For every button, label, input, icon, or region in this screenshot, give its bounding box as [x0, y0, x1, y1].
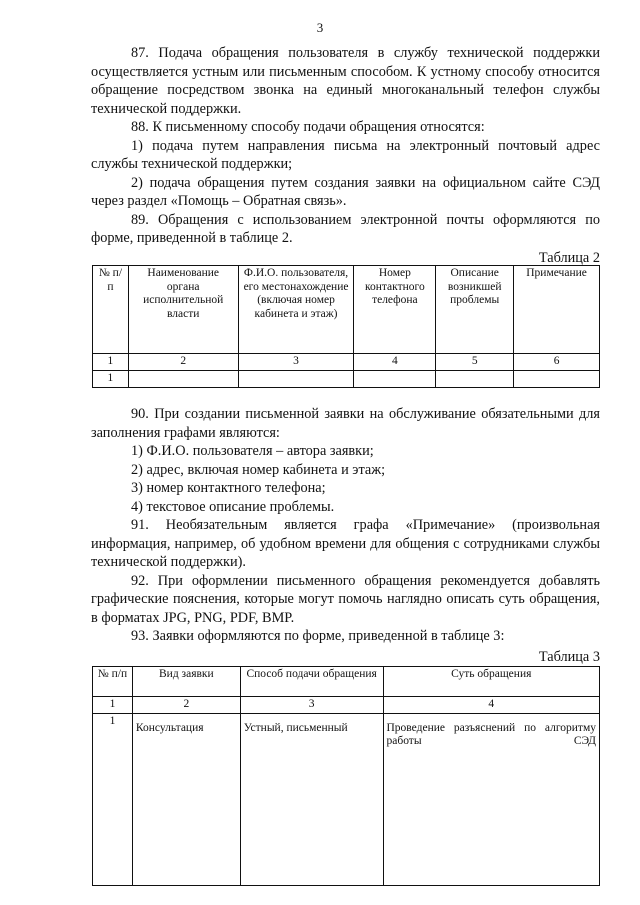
- paragraph-91: 91. Необязательным является графа «Примечание» (произвольная информация, например, об удобном времени для общения с сотрудниками службы технической поддержки).: [91, 517, 600, 570]
- table-row: [93, 370, 600, 387]
- table3-col-number: 3: [240, 697, 383, 714]
- paragraph-88-item-1: 1) подача путем направления письма на электронный почтовый адрес службы технической поддержки;: [91, 137, 600, 172]
- table2-cell: [436, 370, 514, 387]
- table2-header-cell: Наименование органа исполнительной власти: [128, 266, 238, 354]
- section-87-89: [91, 44, 600, 248]
- table3-header-cell: Способ подачи обращения: [240, 667, 383, 697]
- paragraph-90-item-4: 4) текстовое описание проблемы.: [131, 498, 335, 515]
- table2: [92, 265, 600, 388]
- table3-header-cell: № п/п: [93, 667, 133, 697]
- paragraph-90-item-3: 3) номер контактного телефона;: [131, 480, 326, 496]
- table3-col-number: 1: [93, 697, 133, 714]
- table3-caption: Таблица 3: [538, 649, 600, 665]
- paragraph-92: 92. При оформлении письменного обращения рекомендуется добавлять графические пояснения, которые могут помочь наглядно описать суть обращения, в форматах JPG, PNG, PDF, BMP.: [91, 572, 600, 626]
- paragraph-90: 90. При создании письменной заявки на обслуживание обязательными для заполнения графами являются:: [91, 406, 600, 441]
- table2-cell: [354, 370, 436, 387]
- table2-header-cell: № п/п: [93, 266, 129, 354]
- table3-header-cell: Суть обращения: [383, 667, 600, 697]
- table3-cell: Устный, письменный: [240, 713, 383, 885]
- table-row: [93, 713, 600, 885]
- table3-header-row: [93, 667, 600, 697]
- table2-cell: [128, 370, 238, 387]
- table3-col-number: 4: [383, 697, 600, 714]
- table2-col-number: 4: [354, 354, 436, 371]
- table3-cell: Проведение разъяснений по алгоритму работы СЭД: [383, 713, 600, 885]
- table2-header-cell: Номер контактного телефона: [354, 266, 436, 354]
- table3-col-number: 2: [132, 697, 240, 714]
- table3-header-cell: Вид заявки: [132, 667, 240, 697]
- table2-col-number: 5: [436, 354, 514, 371]
- table3-number-row: [93, 697, 600, 714]
- table2-col-number: 1: [93, 354, 129, 371]
- paragraph-88: 88. К письменному способу подачи обращения относятся:: [131, 119, 485, 135]
- table2-cell: [514, 370, 600, 387]
- table2-col-number: 6: [514, 354, 600, 371]
- table2-header-cell: Ф.И.О. пользователя, его местонахождение (включая номер кабинета и этаж): [238, 266, 354, 354]
- section-90-93: [91, 405, 600, 646]
- table2-cell: 1: [93, 370, 129, 387]
- paragraph-90-item-1: 1) Ф.И.О. пользователя – автора заявки;: [131, 443, 374, 459]
- table2-header-cell: Описание возникшей проблемы: [436, 266, 514, 354]
- table2-col-number: 2: [128, 354, 238, 371]
- paragraph-90-item-2: 2) адрес, включая номер кабинета и этаж;: [131, 461, 386, 478]
- table2-number-row: [93, 354, 600, 371]
- paragraph-89: 89. Обращения с использованием электронной почты оформляются по форме, приведенной в таблице 2.: [91, 211, 600, 246]
- table3: [92, 666, 600, 886]
- table2-header-row: [93, 266, 600, 354]
- table2-header-cell: Примечание: [514, 266, 600, 354]
- table2-caption: Таблица 2: [538, 250, 600, 266]
- table2-cell: [238, 370, 354, 387]
- table3-cell: Консультация: [132, 713, 240, 885]
- page-number: 3: [316, 20, 324, 35]
- table3-cell: 1: [93, 713, 133, 885]
- paragraph-93: 93. Заявки оформляются по форме, приведенной в таблице 3:: [131, 628, 505, 644]
- table2-col-number: 3: [238, 354, 354, 371]
- paragraph-88-item-2: 2) подача обращения путем создания заявки на официальном сайте СЭД через раздел «Помощь – Обратная связь».: [91, 174, 600, 209]
- paragraph-87: 87. Подача обращения пользователя в службу технической поддержки осуществляется устным или письменным способом. К устному способу относится обращение посредством звонка на единый многоканальный телефон службы технической поддержки.: [91, 45, 600, 117]
